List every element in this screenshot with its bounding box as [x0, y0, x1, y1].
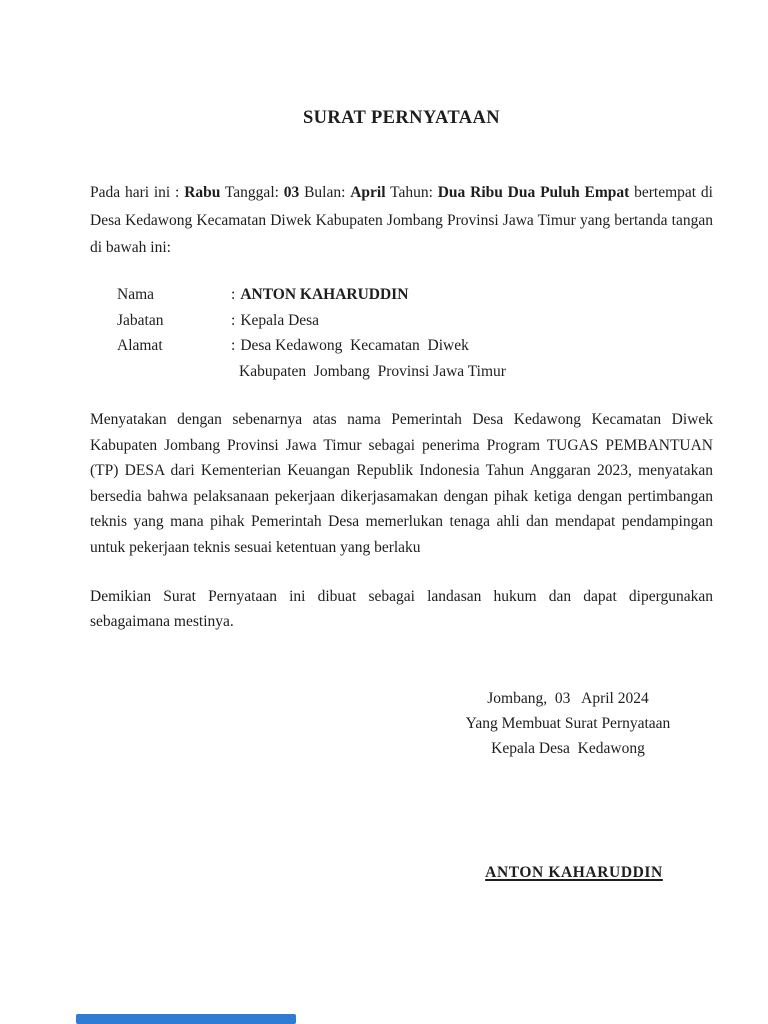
text-line: di bawah ini: — [90, 239, 171, 256]
colon-separator: : — [231, 311, 236, 329]
text-line: Pada hari ini : Rabu Tanggal: 03 Bulan: April Tahun: Dua Ribu Dua Puluh Empat bertempat di — [90, 184, 713, 201]
opening-paragraph — [90, 179, 713, 262]
field-value-jabatan: Kepala Desa — [240, 311, 320, 329]
colon-separator: : — [231, 286, 236, 303]
field-value-wrap — [231, 282, 408, 308]
signature-block — [418, 686, 718, 761]
identity-row-alamat-cont — [117, 359, 713, 385]
identity-row-nama — [117, 282, 713, 308]
field-label-nama: Nama — [117, 286, 155, 303]
signature-place-date: Jombang, 03 April 2024 — [487, 690, 649, 707]
text-line: untuk pekerjaan teknis sesuai ketentuan yang berlaku — [90, 538, 421, 556]
text-line: Desa Kedawong Kecamatan Diwek Kabupaten Jombang Provinsi Jawa Timur yang bertanda tangan — [90, 211, 713, 229]
page-loading-bar — [76, 1014, 296, 1024]
text-line: Demikian Surat Pernyataan ini dibuat sebagai landasan hukum dan dapat dipergunakan — [90, 588, 713, 605]
field-value-alamat-line2: Kabupaten Jombang Provinsi Jawa Timur — [239, 363, 506, 381]
field-value-wrap — [231, 333, 469, 359]
text-line: Kabupaten Jombang Provinsi Jawa Timur sebagai penerima Program TUGAS PEMBANTUAN — [90, 436, 713, 454]
colon-separator: : — [231, 337, 236, 355]
text-line: bersedia bahwa pelaksanaan pekerjaan dikerjasamakan dengan pihak ketiga dengan pertimbangan — [90, 487, 713, 505]
statement-paragraph — [90, 407, 713, 560]
signature-name: ANTON KAHARUDDIN — [485, 864, 663, 881]
text-line: sebagaimana mestinya. — [90, 613, 234, 630]
signature-maker-line: Yang Membuat Surat Pernyataan — [465, 715, 671, 732]
identity-row-jabatan — [117, 308, 713, 334]
identity-block — [117, 282, 713, 385]
field-value-alamat: Desa Kedawong Kecamatan Diwek — [240, 337, 469, 355]
identity-row-alamat — [117, 333, 713, 359]
field-label-alamat: Alamat — [117, 337, 163, 355]
field-value-wrap — [231, 308, 319, 334]
text-line: teknis yang mana pihak Pemerintah Desa memerlukan tenaga ahli dan mendapat pendampingan — [90, 513, 713, 530]
signature-role-line: Kepala Desa Kedawong — [491, 740, 645, 757]
field-label-jabatan: Jabatan — [117, 311, 164, 329]
field-label-empty — [117, 359, 231, 385]
closing-paragraph — [90, 584, 713, 634]
field-value-nama: ANTON KAHARUDDIN — [240, 286, 409, 303]
text-line: Menyatakan dengan sebenarnya atas nama Pemerintah Desa Kedawong Kecamatan Diwek — [90, 411, 713, 428]
document-title: SURAT PERNYATAAN — [302, 108, 501, 128]
text-line: (TP) DESA dari Kementerian Keuangan Republik Indonesia Tahun Anggaran 2023, menyatakan — [90, 462, 713, 479]
